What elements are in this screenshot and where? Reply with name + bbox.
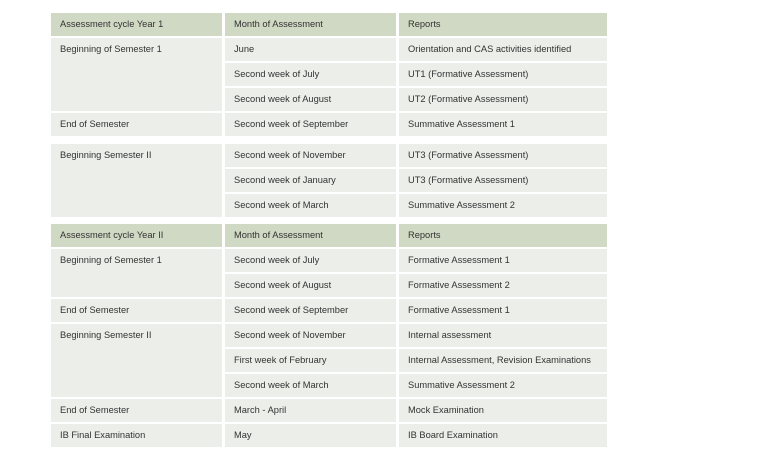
report-cell: Summative Assessment 2 bbox=[399, 374, 607, 397]
cycle-label: Beginning of Semester 1 bbox=[51, 38, 222, 111]
table-row bbox=[51, 299, 607, 322]
month-cell: Second week of November bbox=[225, 144, 396, 167]
report-cell: Internal assessment bbox=[399, 324, 607, 347]
cycle-label: End of Semester bbox=[51, 399, 222, 422]
table-row bbox=[51, 144, 607, 167]
month-cell: May bbox=[225, 424, 396, 447]
table-row bbox=[51, 274, 607, 297]
report-cell: Formative Assessment 2 bbox=[399, 274, 607, 297]
month-cell: First week of February bbox=[225, 349, 396, 372]
table-row bbox=[51, 38, 607, 61]
table-row bbox=[51, 399, 607, 422]
month-cell: Second week of September bbox=[225, 113, 396, 136]
cycle-label: Beginning Semester II bbox=[51, 144, 222, 217]
month-cell: Second week of September bbox=[225, 299, 396, 322]
report-cell: Formative Assessment 1 bbox=[399, 249, 607, 272]
table-row bbox=[51, 113, 607, 136]
table-row bbox=[51, 63, 607, 86]
month-cell: Second week of November bbox=[225, 324, 396, 347]
table-row bbox=[51, 249, 607, 272]
cycle-label: End of Semester bbox=[51, 113, 222, 136]
table-row bbox=[51, 194, 607, 217]
table-row bbox=[51, 374, 607, 397]
month-cell: Second week of January bbox=[225, 169, 396, 192]
header-month: Month of Assessment bbox=[225, 224, 396, 247]
header-reports: Reports bbox=[399, 224, 607, 247]
table-header-row bbox=[51, 224, 607, 247]
report-cell: UT2 (Formative Assessment) bbox=[399, 88, 607, 111]
header-reports: Reports bbox=[399, 13, 607, 36]
report-cell: IB Board Examination bbox=[399, 424, 607, 447]
report-cell: Mock Examination bbox=[399, 399, 607, 422]
header-month: Month of Assessment bbox=[225, 13, 396, 36]
report-cell: Orientation and CAS activities identified bbox=[399, 38, 607, 61]
report-cell: UT3 (Formative Assessment) bbox=[399, 144, 607, 167]
report-cell: Formative Assessment 1 bbox=[399, 299, 607, 322]
table-row bbox=[51, 88, 607, 111]
report-cell: UT3 (Formative Assessment) bbox=[399, 169, 607, 192]
cycle-label: IB Final Examination bbox=[51, 424, 222, 447]
month-cell: Second week of July bbox=[225, 63, 396, 86]
header-assessment-cycle: Assessment cycle Year 1 bbox=[51, 13, 222, 36]
table-row bbox=[51, 324, 607, 347]
report-cell: UT1 (Formative Assessment) bbox=[399, 63, 607, 86]
table-header-row bbox=[51, 13, 607, 36]
month-cell: Second week of August bbox=[225, 88, 396, 111]
cycle-label: Beginning Semester II bbox=[51, 324, 222, 397]
table-row bbox=[51, 424, 607, 447]
month-cell: Second week of March bbox=[225, 374, 396, 397]
header-assessment-cycle: Assessment cycle Year II bbox=[51, 224, 222, 247]
report-cell: Summative Assessment 2 bbox=[399, 194, 607, 217]
month-cell: Second week of July bbox=[225, 249, 396, 272]
cycle-label: Beginning of Semester 1 bbox=[51, 249, 222, 297]
month-cell: March - April bbox=[225, 399, 396, 422]
report-cell: Summative Assessment 1 bbox=[399, 113, 607, 136]
table-row bbox=[51, 169, 607, 192]
cycle-label: End of Semester bbox=[51, 299, 222, 322]
month-cell: Second week of August bbox=[225, 274, 396, 297]
month-cell: June bbox=[225, 38, 396, 61]
report-cell: Internal Assessment, Revision Examinations bbox=[399, 349, 607, 372]
table-row bbox=[51, 349, 607, 372]
month-cell: Second week of March bbox=[225, 194, 396, 217]
